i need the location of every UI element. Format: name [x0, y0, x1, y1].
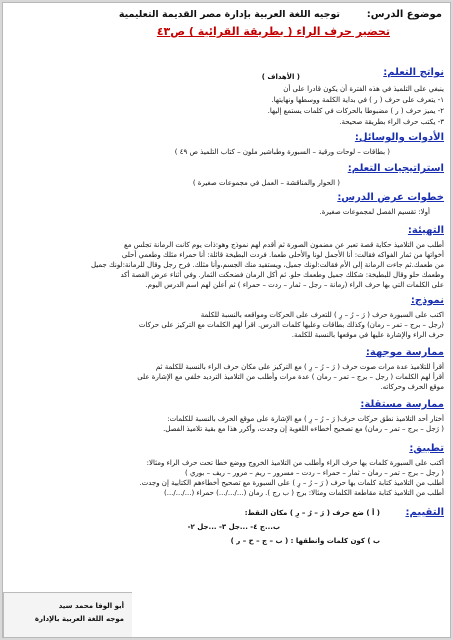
model-line: اكتب على السبورة حرف ( رَ – رُ – رِ ) للتعرف على الحركات ومواقعه بالنسبة للكلمة [200, 311, 444, 319]
intro-heading: التهيئة: [407, 225, 444, 236]
org-name: توجيه اللغة العربية بإدارة مصر القديمة التعليمية [118, 9, 340, 20]
apply-line: أطلب من التلاميذ كتابة كلمات بها حرف ( رَ – رُ – رِ ) على السبورة مع تصحيح أخطاءهم الكتابية إن وجدت. [139, 479, 444, 487]
apply-heading: تطبيق: [409, 443, 444, 454]
intro-line: أخواتها من ثمار الفواكه فقالت: أنا الأجمل لونا والأحلى طعما. فردت البطيخة قائلة: أنا حمراء مثلك وطعمي أحلى [121, 251, 444, 259]
topic-label: موضوع الدرس: [366, 9, 442, 20]
strategies-heading: استراتيجيات التعلم: [347, 163, 444, 174]
model-line: (رجل – برج – تمر – رمان) وكذلك بطاقات وعليها كلمات الدرس. اقرأ لهم الكلمات مع التركيز على حركات [138, 321, 444, 329]
independent-line: أختار أحد التلاميذ نطق حركات حرف( رَ – رُ – رِ ) مع الإشارة على موقع الحرف بالنسبة للكلمات: [167, 415, 444, 423]
signature-box [3, 592, 132, 637]
evaluation-a-items: ب...ج ٤- ...جل ٣- ...جل ٢- [187, 523, 280, 531]
intro-line: على الكلمات التي بها حرف الراء (رمانة – رجل – ثمار – ردت – حمراء ) ثم أعلن لهم اسم الدرس اليوم. [145, 281, 444, 289]
signature-name: أبو الوفا محمد سيد [58, 602, 124, 610]
outcome-item: ٣- يكتب حرف الراء بطريقة صحيحة. [339, 118, 444, 126]
tools-heading: الأدوات والوسائل: [354, 132, 444, 143]
evaluation-heading: التقييم: [405, 507, 444, 518]
steps-heading: خطوات عرض الدرس: [337, 192, 444, 203]
strategies-text: ( الحوار والمناقشة – العمل في مجموعات صغيرة ) [192, 179, 340, 187]
tools-text: ( بطاقات – لوحات ورقية – السبورة وطباشير ملون – كتاب التلميذ ص ٤٩ ) [174, 148, 390, 156]
steps-first: أولا: تقسيم الفصل لمجموعات صغيرة. [319, 208, 430, 216]
evaluation-a: ( أ ) ضع حرف ( رَ – رُ – رِ ) مكان النقط: [244, 509, 380, 517]
evaluation-b: ب ) كون كلمات وانطقها : ( ب – ج – ح – ر ) [230, 537, 380, 545]
outcome-item: ٢- يميز حرف ( ر ) مضبوطا بالحركات في كلمات يستمع إليها. [267, 107, 444, 115]
guided-line: موقع الحرف وحركاته. [380, 383, 444, 391]
intro-line: أطلب من التلاميذ حكاية قصة تعبر عن مضمون الصورة ثم أقدم لهم نموذج وهو:ذات يوم كانت الرمانة تجلس مع [124, 241, 444, 249]
guided-line: أقرأ للتلاميذ عدة مرات صوت حرف ( رَ – رُ – رِ ) مع التركيز على مكان حرف الراء بالنسبة للكلمة ثم [155, 363, 444, 371]
apply-line: أطلب من التلاميذ كتابة مقاطعة الكلمات ومثالا: برج ( ب رج ). رمان (.../.../...) حمراء (.../.../...) [163, 489, 444, 497]
lesson-plan-page [2, 2, 451, 638]
model-heading: نموذج: [410, 295, 444, 306]
independent-line: ( رَجل – برج – تمر – رمان) مع تصحيح أخطاءه اللغوية إن وجدت، وأكرر هذا مع بقية تلاميذ الفصل. [163, 425, 444, 433]
apply-line: أكتب على السبورة كلمات بها حرف الراء وأطلب من التلاميذ الخروج ووضع خطا تحت حرف الراء ومثالا: [146, 459, 444, 467]
apply-line: ( رجل – برج – تمر – رمان – ثمار – حمراء – ردت – مسرور – ريم – مرور – ريف – بوري ) [184, 469, 444, 477]
signature-role: موجه اللغة العربية بالإدارة [34, 615, 124, 623]
guided-line: أقرأ لهم الكلمات ( رجل – برج – تمر – رمان ) عدة مرات وأطلب من التلاميذ الترديد خلفي مع الإشارة على [137, 373, 444, 381]
guided-heading: ممارسة موجهة: [365, 347, 444, 358]
lesson-title: تحضير حرف الراء ( بطريقة القرائية ) ص٤٣ [156, 25, 390, 38]
intro-line: وطعمك حلو وقال للبطيخة: شكلك جميل وطعمك حلو. ثم أكل الرمان فضحكت الثمار. وفي أثناء عرض القصة أكد [120, 271, 444, 279]
model-line: حرف الراء والإشارة عليها في موقعها بالنسبة للكلمة. [291, 331, 444, 339]
outcomes-heading: نواتج التعلم: [383, 67, 444, 78]
independent-heading: ممارسة مستقلة: [360, 399, 444, 410]
outcomes-intro: ينبغي على التلميذ في هذه الفترة أن يكون قادرا على أن [283, 85, 444, 93]
outcome-item: ١- يتعرف على حرف ( ر ) في بداية الكلمة ووسطها ونهايتها. [271, 96, 444, 104]
intro-line: من طعمك.ثم جاءت الرمانة إلى الأم فقالت:لونك جميل، ويستفيد منك الجسم،وأنا مثلك. فرح رجل وقال للرمانة:لونك جميل [90, 261, 444, 269]
outcomes-sub: ( الأهداف ) [261, 73, 300, 81]
